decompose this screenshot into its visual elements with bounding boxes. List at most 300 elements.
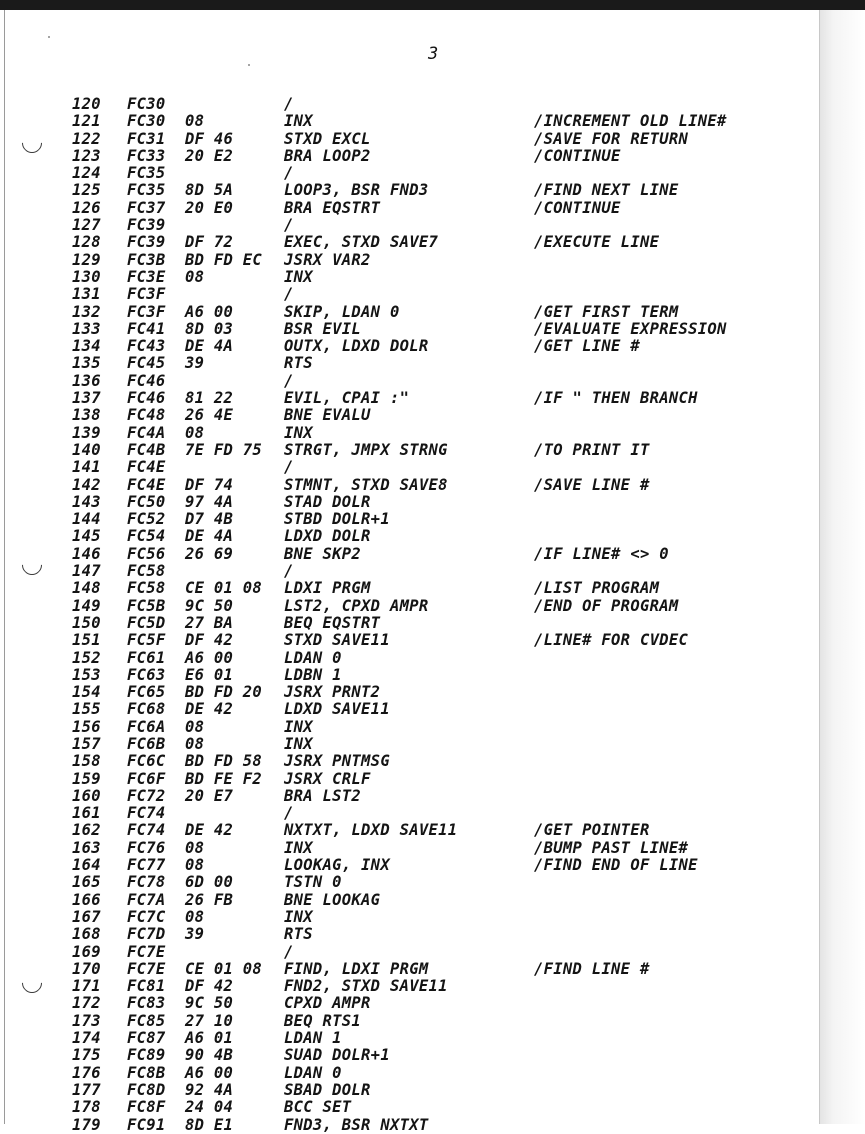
- line-number: 153: [72, 665, 101, 684]
- source-statement: LST2, CPXD AMPR: [284, 596, 429, 615]
- comment: /GET FIRST TERM: [534, 302, 679, 321]
- address: FC6B: [127, 734, 166, 753]
- line-number: 132: [72, 302, 101, 321]
- address: FC83: [127, 994, 166, 1013]
- address: FC45: [127, 354, 166, 373]
- source-statement: JSRX PNTMSG: [284, 752, 390, 771]
- address: FC43: [127, 337, 166, 356]
- line-number: 146: [72, 544, 101, 563]
- line-number: 149: [72, 596, 101, 615]
- address: FC72: [127, 786, 166, 805]
- source-statement: INX: [284, 267, 313, 286]
- object-code: A6 00: [185, 648, 234, 667]
- line-number: 148: [72, 579, 101, 598]
- line-number: 167: [72, 907, 101, 926]
- listing-line: [0, 425, 820, 442]
- source-statement: FND3, BSR NXTXT: [284, 1115, 429, 1134]
- address: FC4E: [127, 475, 166, 494]
- source-statement: BNE EVALU: [284, 406, 371, 425]
- object-code: DE 42: [185, 821, 234, 840]
- address: FC7E: [127, 942, 166, 961]
- source-statement: BRA EQSTRT: [284, 198, 381, 217]
- comment: /CONTINUE: [534, 146, 621, 165]
- line-number: 127: [72, 216, 101, 235]
- listing-line: [0, 1030, 820, 1047]
- assembly-listing: [0, 95, 820, 1134]
- line-number: 122: [72, 129, 101, 148]
- line-number: 120: [72, 95, 101, 113]
- source-statement: FND2, STXD SAVE11: [284, 977, 448, 996]
- listing-line: [0, 338, 820, 355]
- source-statement: FIND, LDXI PRGM: [284, 959, 429, 978]
- object-code: BD FD 58: [185, 752, 263, 771]
- object-code: 08: [185, 907, 205, 926]
- line-number: 178: [72, 1098, 101, 1117]
- source-statement: RTS: [284, 354, 313, 373]
- comment: /FIND NEXT LINE: [534, 181, 679, 200]
- listing-line: [0, 200, 820, 217]
- object-code: 20 E7: [185, 786, 234, 805]
- line-number: 165: [72, 873, 101, 892]
- object-code: 26 69: [185, 544, 234, 563]
- listing-line: [0, 234, 820, 251]
- address: FC68: [127, 700, 166, 719]
- object-code: 27 BA: [185, 613, 234, 632]
- listing-line: [0, 1047, 820, 1064]
- listing-line: [0, 304, 820, 321]
- object-code: A6 00: [185, 1063, 234, 1082]
- object-code: 90 4B: [185, 1046, 234, 1065]
- address: FC89: [127, 1046, 166, 1065]
- object-code: DF 42: [185, 631, 234, 650]
- address: FC30: [127, 112, 166, 131]
- line-number: 157: [72, 734, 101, 753]
- listing-line: [0, 511, 820, 528]
- source-statement: JSRX PRNT2: [284, 683, 381, 702]
- source-statement: INX: [284, 717, 313, 736]
- address: FC50: [127, 492, 166, 511]
- line-number: 160: [72, 786, 101, 805]
- address: FC87: [127, 1029, 166, 1048]
- source-statement: INX: [284, 907, 313, 926]
- comment: /CONTINUE: [534, 198, 621, 217]
- source-statement: JSRX CRLF: [284, 769, 371, 788]
- source-statement: STXD SAVE11: [284, 631, 390, 650]
- line-number: 158: [72, 752, 101, 771]
- address: FC77: [127, 856, 166, 875]
- listing-line: [0, 1115, 820, 1134]
- object-code: BD FE F2: [185, 769, 263, 788]
- line-number: 155: [72, 700, 101, 719]
- listing-line: [0, 944, 820, 961]
- object-code: 08: [185, 267, 205, 286]
- page-number: 3: [428, 44, 439, 64]
- address: FC8F: [127, 1098, 166, 1117]
- object-code: 81 22: [185, 389, 234, 408]
- address: FC39: [127, 216, 166, 235]
- source-statement: LDBN 1: [284, 665, 342, 684]
- source-statement: LDXI PRGM: [284, 579, 371, 598]
- address: FC41: [127, 319, 166, 338]
- line-number: 123: [72, 146, 101, 165]
- comment: /BUMP PAST LINE#: [534, 838, 689, 857]
- line-number: 128: [72, 233, 101, 252]
- line-number: 125: [72, 181, 101, 200]
- object-code: 20 E0: [185, 198, 234, 217]
- object-code: 8D E1: [185, 1115, 234, 1134]
- address: FC6F: [127, 769, 166, 788]
- object-code: CE 01 08: [185, 959, 263, 978]
- right-margin-shadow: [820, 10, 865, 1124]
- address: FC35: [127, 164, 166, 183]
- line-number: 139: [72, 423, 101, 442]
- address: FC3E: [127, 267, 166, 286]
- address: FC76: [127, 838, 166, 857]
- source-statement: INX: [284, 112, 313, 131]
- listing-line: [0, 269, 820, 286]
- address: FC56: [127, 544, 166, 563]
- listing-line: [0, 598, 820, 615]
- object-code: 08: [185, 734, 205, 753]
- top-edge-bar: [0, 0, 865, 10]
- object-code: DE 4A: [185, 337, 234, 356]
- object-code: 39: [185, 925, 205, 944]
- listing-line: [0, 182, 820, 199]
- listing-line: [0, 805, 820, 822]
- line-number: 162: [72, 821, 101, 840]
- line-number: 130: [72, 267, 101, 286]
- line-number: 161: [72, 804, 101, 823]
- object-code: 08: [185, 838, 205, 857]
- source-statement: EVIL, CPAI :": [284, 389, 410, 408]
- address: FC46: [127, 371, 166, 390]
- source-statement: SBAD DOLR: [284, 1080, 371, 1099]
- source-statement: LDAN 0: [284, 1063, 342, 1082]
- comment: /GET LINE #: [534, 337, 640, 356]
- address: FC31: [127, 129, 166, 148]
- source-statement: STBD DOLR+1: [284, 510, 390, 529]
- line-number: 141: [72, 458, 101, 477]
- comment: /GET POINTER: [534, 821, 650, 840]
- listing-line: [0, 771, 820, 788]
- listing-line: [0, 113, 820, 130]
- source-statement: /: [284, 942, 294, 961]
- listing-line: [0, 148, 820, 165]
- listing-line: [0, 252, 820, 269]
- address: FC7D: [127, 925, 166, 944]
- address: FC39: [127, 233, 166, 252]
- address: FC61: [127, 648, 166, 667]
- line-number: 171: [72, 977, 101, 996]
- line-number: 159: [72, 769, 101, 788]
- address: FC33: [127, 146, 166, 165]
- listing-line: [0, 131, 820, 148]
- comment: /SAVE FOR RETURN: [534, 129, 689, 148]
- source-statement: STAD DOLR: [284, 492, 371, 511]
- line-number: 133: [72, 319, 101, 338]
- listing-line: [0, 978, 820, 995]
- source-statement: /: [284, 164, 294, 183]
- source-statement: BEQ EQSTRT: [284, 613, 381, 632]
- source-statement: /: [284, 804, 294, 823]
- listing-line: [0, 684, 820, 701]
- source-statement: LOOP3, BSR FND3: [284, 181, 429, 200]
- listing-line: [0, 546, 820, 563]
- address: FC37: [127, 198, 166, 217]
- object-code: 08: [185, 856, 205, 875]
- address: FC6C: [127, 752, 166, 771]
- object-code: DE 42: [185, 700, 234, 719]
- address: FC81: [127, 977, 166, 996]
- listing-line: [0, 995, 820, 1012]
- object-code: 08: [185, 112, 205, 131]
- object-code: D7 4B: [185, 510, 234, 529]
- object-code: 20 E2: [185, 146, 234, 165]
- source-statement: BCC SET: [284, 1098, 352, 1117]
- source-statement: STXD EXCL: [284, 129, 371, 148]
- listing-line: [0, 321, 820, 338]
- object-code: DE 4A: [185, 527, 234, 546]
- comment: /FIND LINE #: [534, 959, 650, 978]
- line-number: 177: [72, 1080, 101, 1099]
- line-number: 131: [72, 285, 101, 304]
- address: FC85: [127, 1011, 166, 1030]
- listing-line: [0, 390, 820, 407]
- listing-line: [0, 580, 820, 597]
- source-statement: BSR EVIL: [284, 319, 362, 338]
- listing-line: [0, 667, 820, 684]
- line-number: 169: [72, 942, 101, 961]
- line-number: 164: [72, 856, 101, 875]
- address: FC52: [127, 510, 166, 529]
- address: FC5D: [127, 613, 166, 632]
- address: FC3B: [127, 250, 166, 269]
- address: FC30: [127, 95, 166, 113]
- line-number: 168: [72, 925, 101, 944]
- line-number: 174: [72, 1029, 101, 1048]
- object-code: 9C 50: [185, 596, 234, 615]
- object-code: A6 00: [185, 302, 234, 321]
- address: FC4B: [127, 440, 166, 459]
- address: FC65: [127, 683, 166, 702]
- listing-line: [0, 857, 820, 874]
- line-number: 121: [72, 112, 101, 131]
- line-number: 143: [72, 492, 101, 511]
- source-statement: BNE LOOKAG: [284, 890, 381, 909]
- address: FC91: [127, 1115, 166, 1134]
- address: FC5B: [127, 596, 166, 615]
- address: FC46: [127, 389, 166, 408]
- address: FC4A: [127, 423, 166, 442]
- address: FC48: [127, 406, 166, 425]
- line-number: 147: [72, 562, 101, 581]
- listing-line: [0, 1082, 820, 1099]
- listing-line: [0, 892, 820, 909]
- comment: /EVALUATE EXPRESSION: [534, 319, 727, 338]
- listing-line: [0, 615, 820, 632]
- listing-line: [0, 753, 820, 770]
- comment: /LINE# FOR CVDEC: [534, 631, 689, 650]
- object-code: 8D 03: [185, 319, 234, 338]
- source-statement: /: [284, 562, 294, 581]
- object-code: BD FD EC: [185, 250, 263, 269]
- object-code: 6D 00: [185, 873, 234, 892]
- source-statement: LDXD DOLR: [284, 527, 371, 546]
- address: FC7C: [127, 907, 166, 926]
- listing-line: [0, 632, 820, 649]
- object-code: 9C 50: [185, 994, 234, 1013]
- source-statement: SKIP, LDAN 0: [284, 302, 400, 321]
- listing-line: [0, 442, 820, 459]
- listing-line: [0, 1013, 820, 1030]
- address: FC4E: [127, 458, 166, 477]
- source-statement: INX: [284, 838, 313, 857]
- listing-line: [0, 459, 820, 476]
- listing-line: [0, 736, 820, 753]
- address: FC7A: [127, 890, 166, 909]
- comment: /INCREMENT OLD LINE#: [534, 112, 727, 131]
- listing-line: [0, 822, 820, 839]
- source-statement: /: [284, 95, 294, 113]
- object-code: CE 01 08: [185, 579, 263, 598]
- address: FC63: [127, 665, 166, 684]
- source-statement: RTS: [284, 925, 313, 944]
- speck: [48, 36, 50, 38]
- object-code: E6 01: [185, 665, 234, 684]
- object-code: DF 46: [185, 129, 234, 148]
- object-code: 26 FB: [185, 890, 234, 909]
- comment: /LIST PROGRAM: [534, 579, 660, 598]
- listing-line: [0, 719, 820, 736]
- listing-line: [0, 788, 820, 805]
- source-statement: LDAN 1: [284, 1029, 342, 1048]
- source-statement: STMNT, STXD SAVE8: [284, 475, 448, 494]
- listing-line: [0, 1099, 820, 1116]
- line-number: 179: [72, 1115, 101, 1134]
- listing-line: [0, 926, 820, 943]
- comment: /SAVE LINE #: [534, 475, 650, 494]
- listing-line: [0, 650, 820, 667]
- source-statement: BEQ RTS1: [284, 1011, 362, 1030]
- address: FC78: [127, 873, 166, 892]
- source-statement: TSTN 0: [284, 873, 342, 892]
- listing-line: [0, 407, 820, 424]
- object-code: 7E FD 75: [185, 440, 263, 459]
- object-code: A6 01: [185, 1029, 234, 1048]
- object-code: 08: [185, 423, 205, 442]
- comment: /TO PRINT IT: [534, 440, 650, 459]
- line-number: 137: [72, 389, 101, 408]
- source-statement: JSRX VAR2: [284, 250, 371, 269]
- line-number: 138: [72, 406, 101, 425]
- listing-line: [0, 494, 820, 511]
- listing-line: [0, 373, 820, 390]
- address: FC35: [127, 181, 166, 200]
- source-statement: EXEC, STXD SAVE7: [284, 233, 439, 252]
- address: FC3F: [127, 285, 166, 304]
- source-statement: /: [284, 458, 294, 477]
- source-statement: /: [284, 371, 294, 390]
- source-statement: /: [284, 285, 294, 304]
- line-number: 150: [72, 613, 101, 632]
- address: FC5F: [127, 631, 166, 650]
- comment: /IF " THEN BRANCH: [534, 389, 698, 408]
- source-statement: LDAN 0: [284, 648, 342, 667]
- line-number: 135: [72, 354, 101, 373]
- speck: [248, 64, 250, 66]
- object-code: 26 4E: [185, 406, 234, 425]
- line-number: 140: [72, 440, 101, 459]
- listing-line: [0, 701, 820, 718]
- object-code: 08: [185, 717, 205, 736]
- line-number: 156: [72, 717, 101, 736]
- line-number: 142: [72, 475, 101, 494]
- listing-line: [0, 528, 820, 545]
- source-statement: INX: [284, 734, 313, 753]
- comment: /EXECUTE LINE: [534, 233, 660, 252]
- comment: /IF LINE# <> 0: [534, 544, 669, 563]
- listing-line: [0, 355, 820, 372]
- source-statement: CPXD AMPR: [284, 994, 371, 1013]
- address: FC3F: [127, 302, 166, 321]
- address: FC8D: [127, 1080, 166, 1099]
- line-number: 154: [72, 683, 101, 702]
- line-number: 151: [72, 631, 101, 650]
- listing-line: [0, 1065, 820, 1082]
- object-code: 24 04: [185, 1098, 234, 1117]
- source-statement: SUAD DOLR+1: [284, 1046, 390, 1065]
- object-code: DF 74: [185, 475, 234, 494]
- source-statement: BRA LST2: [284, 786, 362, 805]
- object-code: 92 4A: [185, 1080, 234, 1099]
- source-statement: LOOKAG, INX: [284, 856, 390, 875]
- listing-line: [0, 909, 820, 926]
- line-number: 152: [72, 648, 101, 667]
- line-number: 136: [72, 371, 101, 390]
- line-number: 126: [72, 198, 101, 217]
- line-number: 144: [72, 510, 101, 529]
- line-number: 176: [72, 1063, 101, 1082]
- line-number: 166: [72, 890, 101, 909]
- object-code: DF 42: [185, 977, 234, 996]
- listing-line: [0, 874, 820, 891]
- listing-line: [0, 217, 820, 234]
- line-number: 170: [72, 959, 101, 978]
- line-number: 163: [72, 838, 101, 857]
- line-number: 173: [72, 1011, 101, 1030]
- source-statement: LDXD SAVE11: [284, 700, 390, 719]
- line-number: 134: [72, 337, 101, 356]
- address: FC58: [127, 562, 166, 581]
- address: FC7E: [127, 959, 166, 978]
- listing-line: [0, 286, 820, 303]
- address: FC74: [127, 821, 166, 840]
- object-code: 8D 5A: [185, 181, 234, 200]
- address: FC74: [127, 804, 166, 823]
- line-number: 124: [72, 164, 101, 183]
- listing-line: [0, 96, 820, 113]
- listing-line: [0, 961, 820, 978]
- source-statement: STRGT, JMPX STRNG: [284, 440, 448, 459]
- line-number: 145: [72, 527, 101, 546]
- address: FC54: [127, 527, 166, 546]
- source-statement: INX: [284, 423, 313, 442]
- listing-line: [0, 840, 820, 857]
- object-code: BD FD 20: [185, 683, 263, 702]
- address: FC58: [127, 579, 166, 598]
- source-statement: OUTX, LDXD DOLR: [284, 337, 429, 356]
- source-statement: BRA LOOP2: [284, 146, 371, 165]
